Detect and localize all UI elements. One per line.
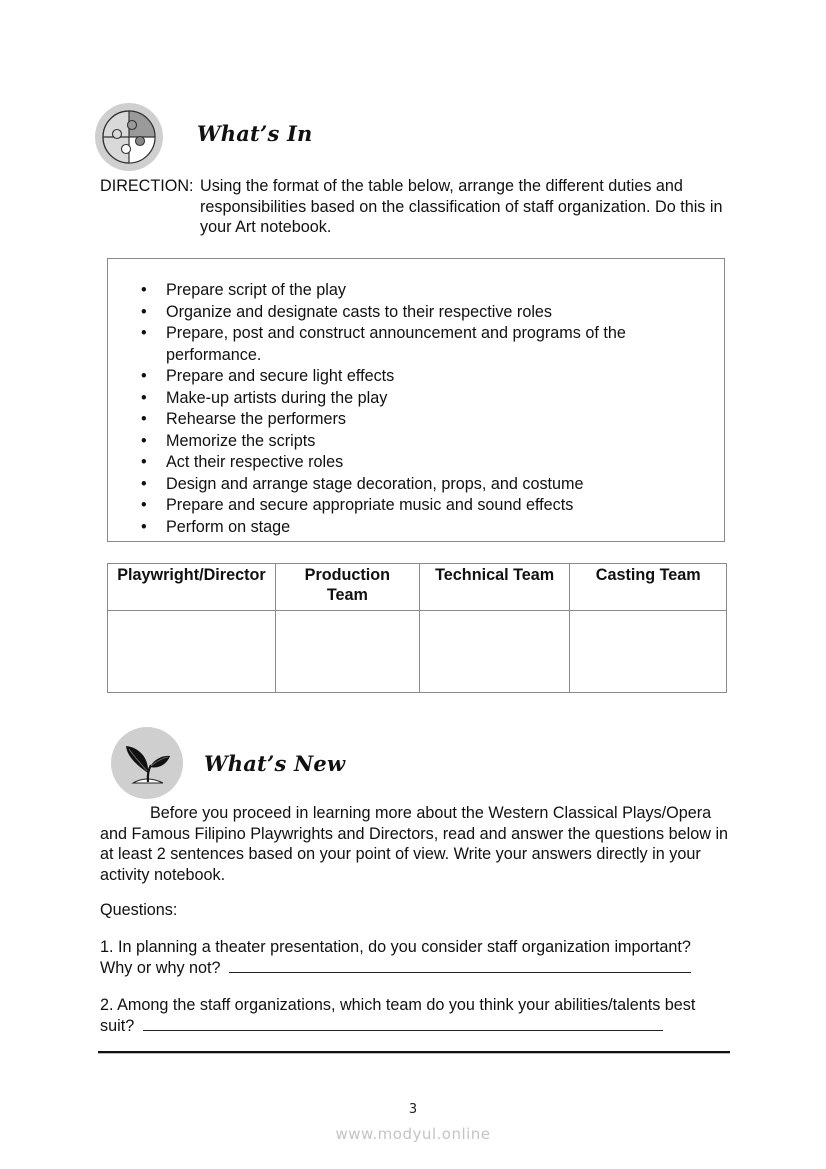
- puzzle-icon: [95, 103, 163, 171]
- list-item: • Rehearse the performers: [138, 409, 698, 431]
- footer-divider: [98, 1051, 730, 1053]
- watermark: www.modyul.online: [335, 1125, 491, 1143]
- list-item: • Memorize the scripts: [138, 431, 698, 453]
- table-cell[interactable]: [275, 611, 419, 693]
- header-casting-team: Casting Team: [570, 564, 727, 611]
- direction-label: DIRECTION:: [100, 177, 194, 195]
- sprout-icon: [111, 727, 183, 799]
- list-item: • Prepare script of the play: [138, 280, 698, 302]
- header-technical-team: Technical Team: [419, 564, 570, 611]
- section-title-whats-new: What’s New: [204, 751, 346, 776]
- question-2: [100, 995, 730, 1036]
- list-item: • Prepare and secure appropriate music and sound effects: [138, 495, 698, 517]
- table-row: [108, 611, 727, 693]
- bullet-icon: •: [141, 410, 147, 428]
- list-item: • Prepare and secure light effects: [138, 366, 698, 388]
- bullet-icon: •: [141, 453, 147, 471]
- question-1-text-cont: Why or why not?: [100, 958, 221, 977]
- bullet-icon: •: [141, 517, 147, 536]
- answer-2-blank[interactable]: [143, 1016, 663, 1031]
- bullet-icon: •: [141, 281, 147, 299]
- list-item: • Perform on stage: [138, 517, 698, 539]
- list-item: • Make-up artists during the play: [138, 388, 698, 410]
- list-item: • Organize and designate casts to their respective roles: [138, 302, 698, 324]
- direction-text: Using the format of the table below, arrange the different duties and responsibilities based on the classification of staff organization. Do this in your Art notebook.: [200, 177, 723, 236]
- page-number: 3: [408, 1102, 418, 1117]
- intro-paragraph: Before you proceed in learning more about the Western Classical Plays/Opera and Famous Filipino Playwrights and Directors, read and answer the questions below in at least 2 sentences based on your point of view. Write your answers directly in your activity notebook.: [100, 804, 729, 884]
- question-1-text: 1. In planning a theater presentation, do you consider staff organization important?: [100, 938, 691, 956]
- bullet-icon: •: [141, 388, 147, 407]
- bullet-icon: •: [141, 324, 147, 342]
- questions-label: Questions:: [100, 901, 178, 919]
- table-cell[interactable]: [108, 611, 276, 693]
- question-2-text: 2. Among the staff organizations, which team do you think your abilities/talents best: [100, 996, 696, 1014]
- list-item: • Prepare, post and construct announcement and programs of the performance.: [141, 324, 626, 364]
- list-item: • Act their respective roles: [138, 452, 698, 474]
- header-playwright-director: Playwright/Director: [108, 564, 276, 611]
- bullet-icon: •: [141, 496, 147, 514]
- bullet-icon: •: [141, 474, 147, 493]
- table-cell[interactable]: [419, 611, 570, 693]
- bullet-icon: •: [141, 367, 147, 385]
- question-2-text-cont: suit?: [100, 1016, 135, 1035]
- list-item: • Design and arrange stage decoration, props, and costume: [138, 474, 698, 496]
- table-cell[interactable]: [570, 611, 727, 693]
- table-header-row: [108, 564, 727, 611]
- duties-box: [107, 258, 725, 542]
- header-production-team: Production Team: [275, 564, 419, 611]
- answer-1-blank[interactable]: [229, 958, 691, 973]
- question-1: [100, 937, 730, 978]
- bullet-icon: •: [141, 431, 147, 450]
- classification-table: [107, 563, 727, 693]
- duties-list: [138, 280, 698, 538]
- bullet-icon: •: [141, 302, 147, 321]
- section-title-whats-in: What’s In: [197, 121, 313, 146]
